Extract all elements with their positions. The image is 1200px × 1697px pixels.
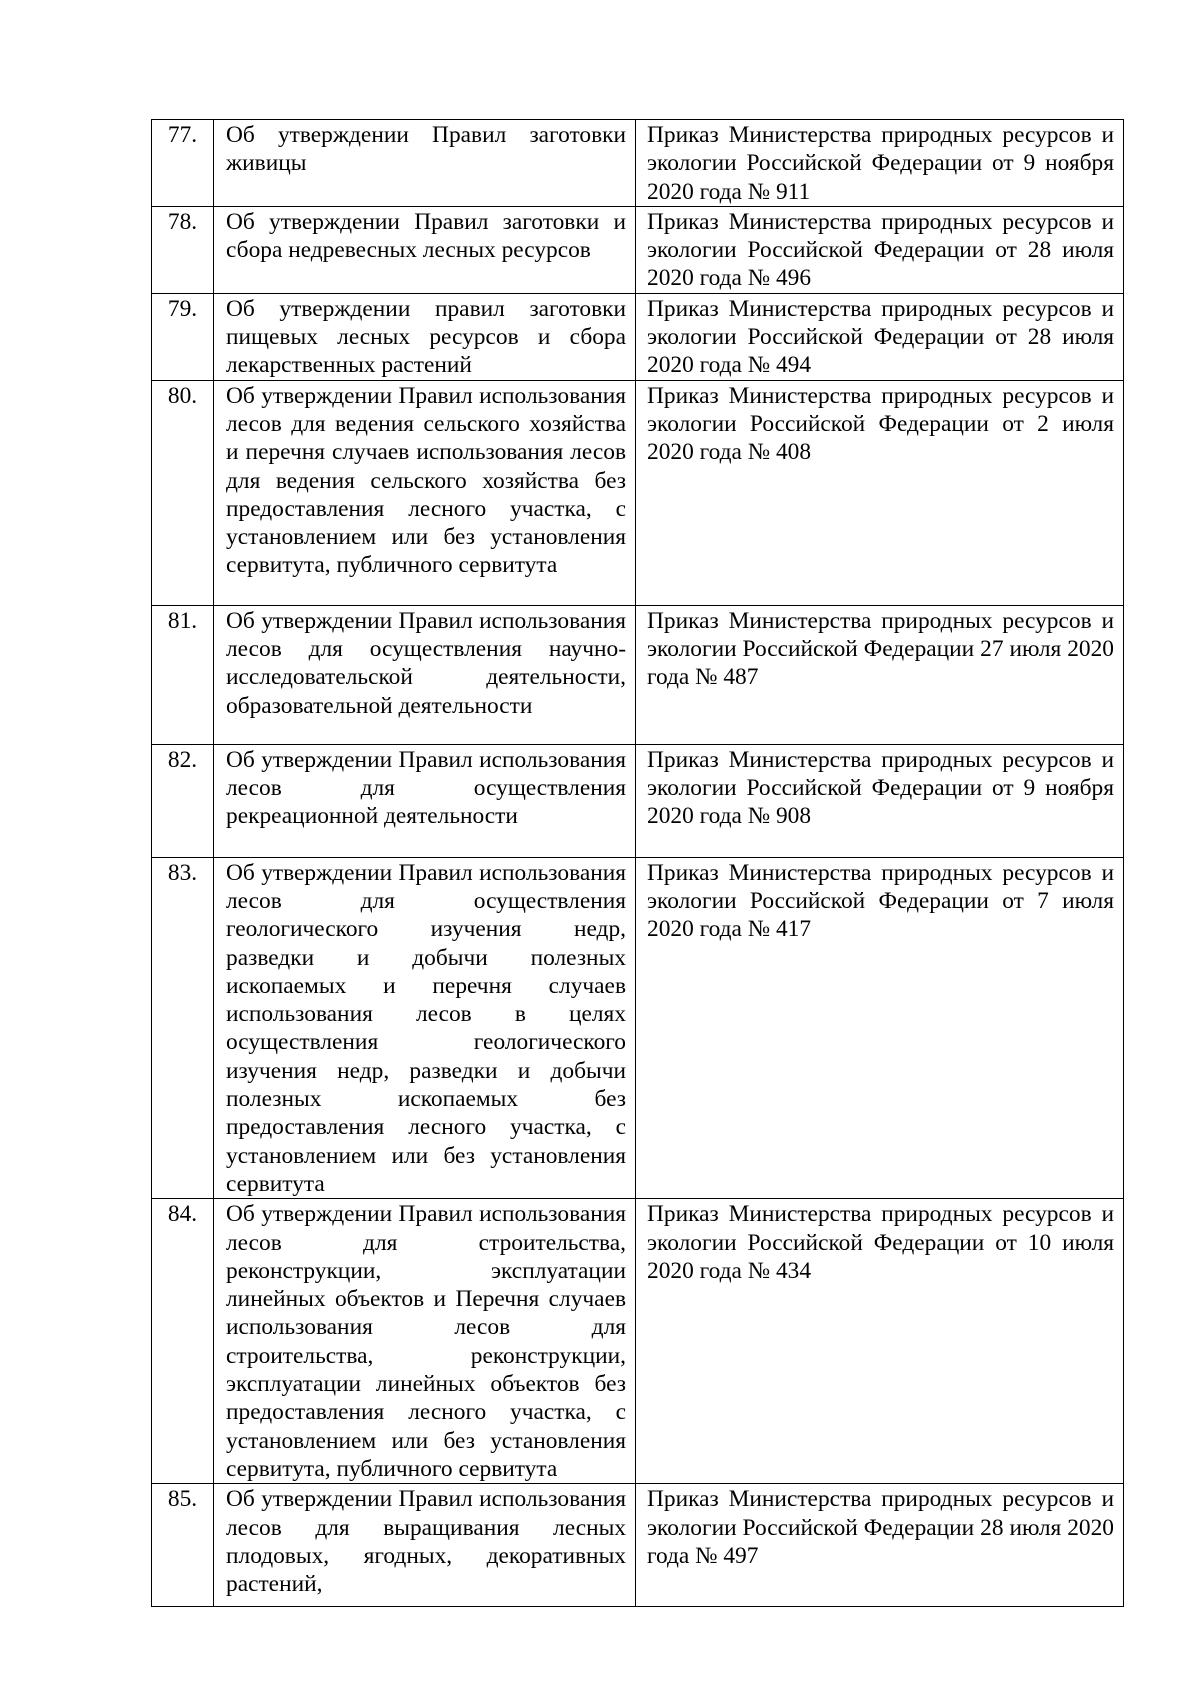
- table-row: [152, 1199, 1124, 1484]
- row-act: Приказ Министерства природных ресурсов и экологии Российской Федерации от 28 июля 2020 года № 494: [636, 293, 1124, 380]
- row-number: 77.: [152, 120, 214, 207]
- row-title: Об утверждении Правил использования лесов для осуществления научно-исследовательской деятельности, образовательной деятельности: [214, 605, 636, 744]
- row-act: Приказ Министерства природных ресурсов и экологии Российской Федерации 28 июля 2020 года № 497: [636, 1484, 1124, 1607]
- row-title: Об утверждении правил заготовки пищевых лесных ресурсов и сбора лекарственных растений: [214, 293, 636, 380]
- row-number: 83.: [152, 857, 214, 1199]
- table-row: [152, 380, 1124, 605]
- row-act: Приказ Министерства природных ресурсов и экологии Российской Федерации 27 июля 2020 года № 487: [636, 605, 1124, 744]
- table-row: [152, 293, 1124, 380]
- table-row: [152, 1484, 1124, 1607]
- row-title: Об утверждении Правил заготовки и сбора недревесных лесных ресурсов: [214, 206, 636, 293]
- table-row: [152, 120, 1124, 207]
- row-number: 82.: [152, 744, 214, 857]
- row-title: Об утверждении Правил использования лесов для строительства, реконструкции, эксплуатации линейных объектов и Перечня случаев использования лесов для строительства, реконструкции, эксплуатации линейных объектов без предоставления лесного участка, с установлением или без установления сервитута, публичного сервитута: [214, 1199, 636, 1484]
- row-title: Об утверждении Правил заготовки живицы: [214, 120, 636, 207]
- row-title: Об утверждении Правил использования лесов для осуществления рекреационной деятельности: [214, 744, 636, 857]
- row-title: Об утверждении Правил использования лесов для ведения сельского хозяйства и перечня случаев использования лесов для ведения сельского хозяйства без предоставления лесного участка, с установлением или без установления сервитута, публичного сервитута: [214, 380, 636, 605]
- row-act: Приказ Министерства природных ресурсов и экологии Российской Федерации от 2 июля 2020 года № 408: [636, 380, 1124, 605]
- row-number: 84.: [152, 1199, 214, 1484]
- table-row: [152, 857, 1124, 1199]
- row-title: Об утверждении Правил использования лесов для выращивания лесных плодовых, ягодных, декоративных растений,: [214, 1484, 636, 1607]
- table-row: [152, 605, 1124, 744]
- row-number: 80.: [152, 380, 214, 605]
- row-act: Приказ Министерства природных ресурсов и экологии Российской Федерации от 7 июля 2020 года № 417: [636, 857, 1124, 1199]
- row-number: 79.: [152, 293, 214, 380]
- table-row: [152, 744, 1124, 857]
- row-number: 81.: [152, 605, 214, 744]
- row-act: Приказ Министерства природных ресурсов и экологии Российской Федерации от 9 ноября 2020 года № 911: [636, 120, 1124, 207]
- row-act: Приказ Министерства природных ресурсов и экологии Российской Федерации от 10 июля 2020 года № 434: [636, 1199, 1124, 1484]
- row-title: Об утверждении Правил использования лесов для осуществления геологического изучения недр, разведки и добычи полезных ископаемых и перечня случаев использования лесов в целях осуществления геологического изучения недр, разведки и добычи полезных ископаемых без предоставления лесного участка, с установлением или без установления сервитута: [214, 857, 636, 1199]
- regulations-table: [151, 119, 1124, 1607]
- row-number: 78.: [152, 206, 214, 293]
- row-number: 85.: [152, 1484, 214, 1607]
- row-act: Приказ Министерства природных ресурсов и экологии Российской Федерации от 9 ноября 2020 года № 908: [636, 744, 1124, 857]
- table-row: [152, 206, 1124, 293]
- row-act: Приказ Министерства природных ресурсов и экологии Российской Федерации от 28 июля 2020 года № 496: [636, 206, 1124, 293]
